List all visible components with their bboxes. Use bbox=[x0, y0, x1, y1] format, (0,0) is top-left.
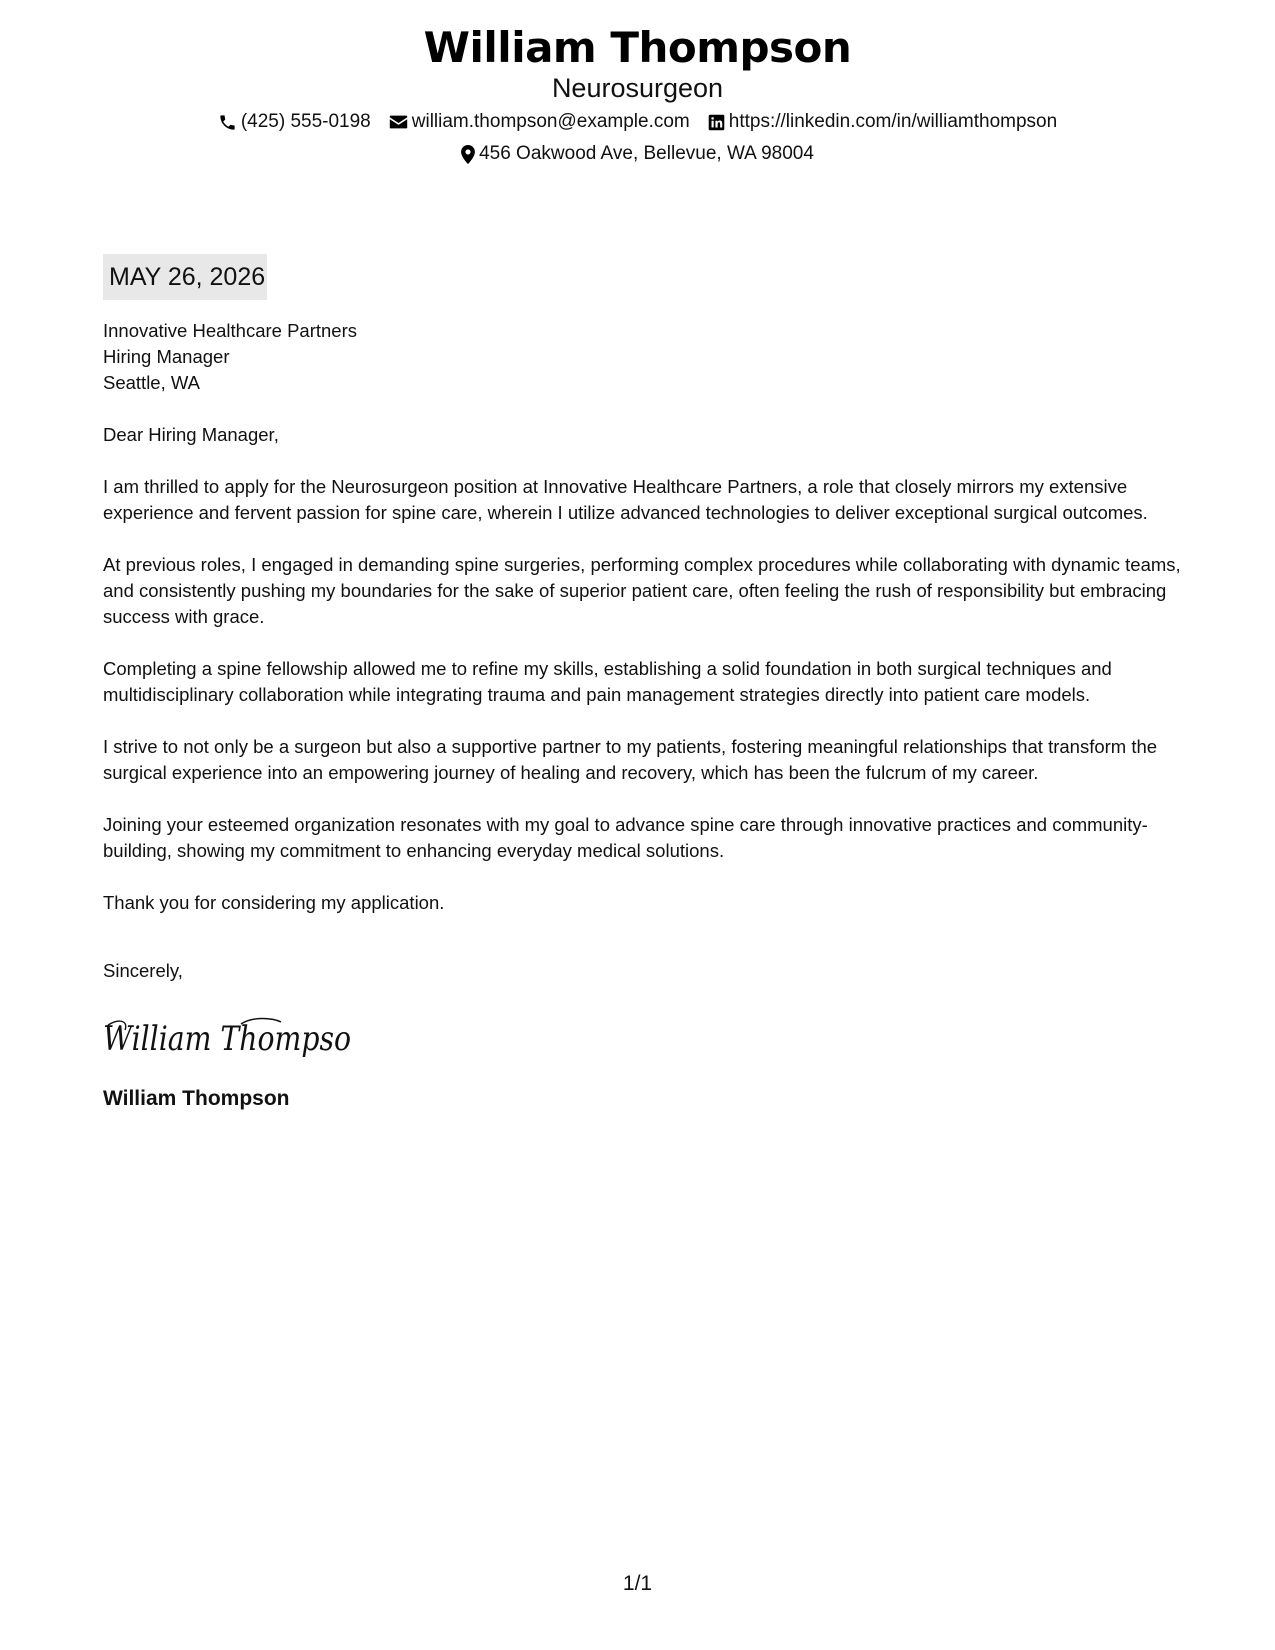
recipient-company: Innovative Healthcare Partners bbox=[103, 320, 357, 341]
closing: Sincerely, bbox=[103, 960, 183, 981]
svg-text:William Thompso: William Thompso bbox=[103, 1019, 351, 1059]
linkedin-icon bbox=[708, 114, 725, 131]
paragraph-goal: Joining your esteemed organization resonates with my goal to advance spine care through innovative practices and community-building, showing my commitment to enhancing everyday medical solutions. bbox=[103, 814, 1148, 861]
contact-email[interactable] bbox=[389, 110, 690, 134]
letter-body bbox=[103, 254, 1183, 1112]
page-number: 1/1 bbox=[622, 1572, 653, 1595]
recipient-location: Seattle, WA bbox=[103, 372, 200, 393]
email-link[interactable]: william.thompson@example.com bbox=[411, 111, 690, 132]
address-row bbox=[0, 142, 1275, 166]
phone-icon bbox=[218, 113, 237, 132]
recipient-block bbox=[103, 318, 1183, 396]
linkedin-link[interactable]: https://linkedin.com/in/williamthompson bbox=[728, 111, 1058, 132]
applicant-title: Neurosurgeon bbox=[551, 73, 724, 103]
paragraph-experience: At previous roles, I engaged in demanding spine surgeries, performing complex procedures while collaborating with dynamic teams, and consistently pushing my boundaries for the sake of superior patient care, often feeling the rush of responsibility but embracing success with grace. bbox=[103, 554, 1181, 627]
phone-text: (425) 555-0198 bbox=[240, 111, 371, 132]
recipient-attention: Hiring Manager bbox=[103, 346, 230, 367]
envelope-icon bbox=[389, 114, 408, 130]
paragraph-fellowship: Completing a spine fellowship allowed me to refine my skills, establishing a solid foundation in both surgical techniques and multidisciplinary collaboration while integrating trauma and pain management strategies directly into patient care models. bbox=[103, 658, 1112, 705]
applicant-name: William Thompson bbox=[423, 23, 852, 72]
contact-phone bbox=[218, 110, 371, 134]
letter-date: MAY 26, 2026 bbox=[103, 254, 267, 300]
address-text: 456 Oakwood Ave, Bellevue, WA 98004 bbox=[479, 143, 814, 164]
contact-linkedin[interactable] bbox=[708, 110, 1057, 134]
handwritten-signature bbox=[103, 1012, 1183, 1064]
signed-name: William Thompson bbox=[103, 1087, 290, 1110]
paragraph-thanks: Thank you for considering my application. bbox=[103, 892, 445, 913]
letter-header bbox=[0, 22, 1275, 166]
map-marker-icon bbox=[461, 145, 475, 164]
greeting: Dear Hiring Manager, bbox=[103, 424, 279, 445]
contact-row bbox=[0, 110, 1275, 134]
paragraph-intro: I am thrilled to apply for the Neurosurgeon position at Innovative Healthcare Partners, a role that closely mirrors my extensive experience and fervent passion for spine care, wherein I utilize advanced technologies to deliver exceptional surgical outcomes. bbox=[103, 476, 1148, 523]
paragraph-patient-care: I strive to not only be a surgeon but also a supportive partner to my patients, fostering meaningful relationships that transform the surgical experience into an empowering journey of healing and recovery, which has been the fulcrum of my career. bbox=[103, 736, 1158, 783]
contact-address bbox=[461, 142, 814, 166]
